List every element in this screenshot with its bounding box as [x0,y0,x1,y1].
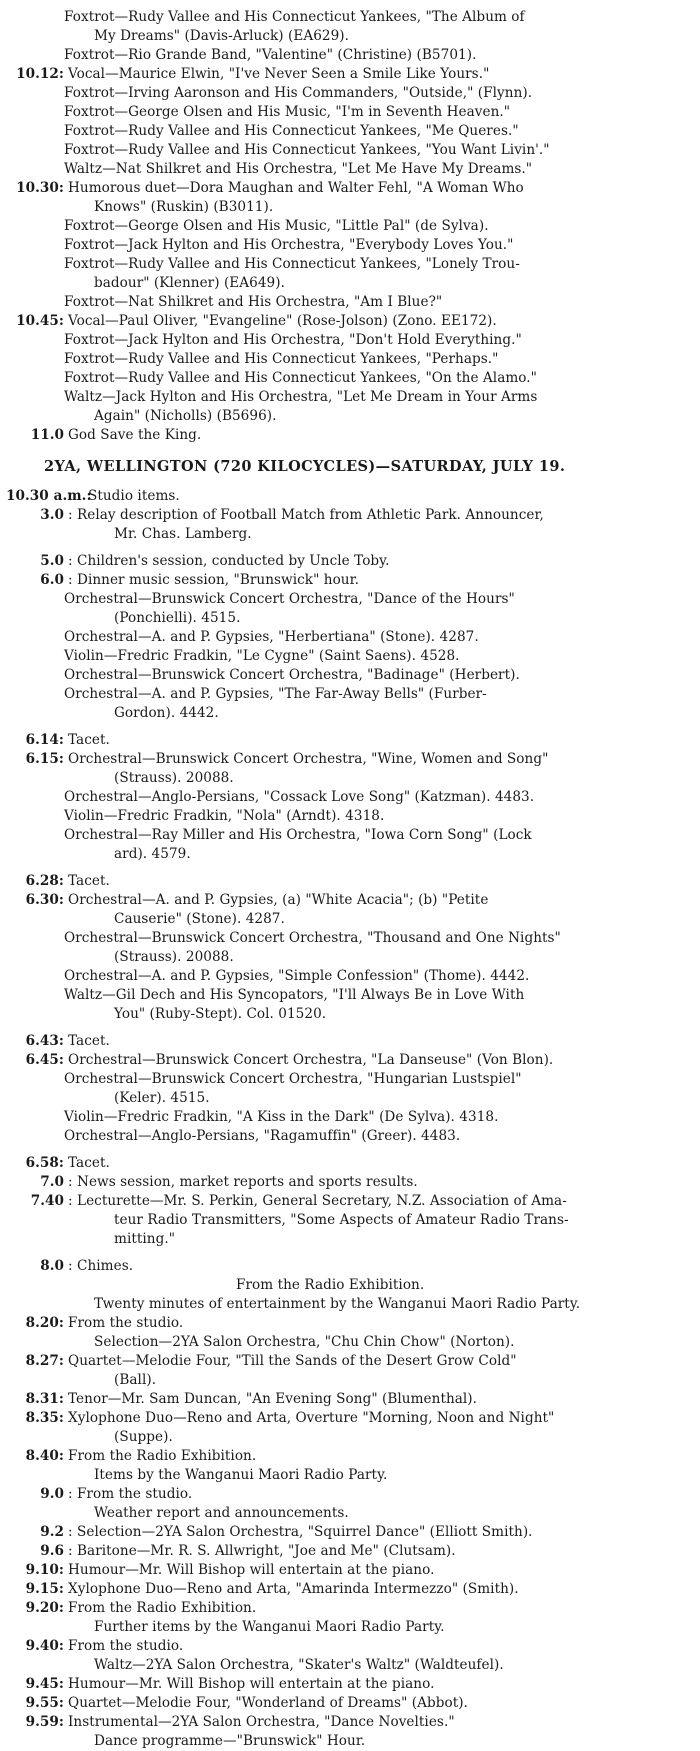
entry-time: 10.12: [16,66,64,82]
programme-line: Waltz—2YA Salon Orchestra, "Skater's Waltz" (Waldteufel). [94,1657,504,1673]
entry-time: 9.6 [40,1543,64,1559]
entry-text: Orchestral—Brunswick Concert Orchestra, "Wine, Women and Song" [68,751,549,767]
programme-entry-6-58 [6,1154,682,1173]
programme-entry-8-35 [6,1409,682,1428]
programme-line: Orchestral—Anglo-Persians, "Ragamuffin" (Greer). 4483. [64,1128,461,1144]
programme-line: Foxtrot—Jack Hylton and His Orchestra, "Don't Hold Everything." [64,332,522,348]
programme-line: Selection—2YA Salon Orchestra, "Chu Chin Chow" (Norton). [94,1334,515,1350]
entry-text: Vocal—Maurice Elwin, "I've Never Seen a Smile Like Yours." [68,66,490,82]
programme-line: Twenty minutes of entertainment by the Wanganui Maori Radio Party. [94,1296,581,1312]
programme-entry-9-20 [6,1599,682,1618]
entry-time: 8.35: [25,1410,64,1426]
entry-text: From the Radio Exhibition. [68,1600,257,1616]
programme-entry-6-14 [6,731,682,750]
programme-line: Foxtrot—Jack Hylton and His Orchestra, "Everybody Loves You." [64,237,514,253]
programme-line: Items by the Wanganui Maori Radio Party. [94,1467,388,1483]
entry-time: 6.28: [25,873,64,889]
entry-text: God Save the King. [68,427,202,443]
programme-line: ard). 4579. [114,846,191,862]
programme-line: Waltz—Jack Hylton and His Orchestra, "Let Me Dream in Your Arms [64,389,538,405]
entry-time: 9.20: [25,1600,64,1616]
programme-line: Foxtrot—Rudy Vallee and His Connecticut Yankees, "On the Alamo." [64,370,537,386]
entry-time: 9.2 [40,1524,64,1540]
programme-line: From the Radio Exhibition. [236,1277,425,1293]
programme-entry-6-28 [6,872,682,891]
programme-line: Orchestral—A. and P. Gypsies, "Herbertiana" (Stone). 4287. [64,629,479,645]
entry-text: : Baritone—Mr. R. S. Allwright, "Joe and Me" (Clutsam). [68,1543,456,1559]
programme-line: Knows" (Ruskin) (B3011). [94,199,274,215]
programme-line: Orchestral—Anglo-Persians, "Cossack Love Song" (Katzman). 4483. [64,789,535,805]
entry-text: Orchestral—Brunswick Concert Orchestra, "La Danseuse" (Von Blon). [68,1052,554,1068]
programme-line: Orchestral—Ray Miller and His Orchestra, "Iowa Corn Song" (Lock [64,827,532,843]
programme-entry-3-0 [6,506,682,525]
programme-line: (Strauss). 20088. [114,949,234,965]
entry-time: 9.55: [25,1695,64,1711]
entry-text: : Relay description of Football Match from Athletic Park. Announcer, [68,507,544,523]
programme-line: Further items by the Wanganui Maori Radio Party. [94,1619,445,1635]
programme-line: (Strauss). 20088. [114,770,234,786]
entry-time: 10.30: [16,180,64,196]
programme-line: Gordon). 4442. [114,705,219,721]
entry-text: : News session, market reports and sports results. [68,1174,418,1190]
entry-text: Tacet. [68,873,110,889]
programme-entry-6-30 [6,891,682,910]
programme-line: Waltz—Nat Shilkret and His Orchestra, "Let Me Have My Dreams." [64,161,533,177]
programme-entry-5-0 [6,552,682,571]
programme-line: Waltz—Gil Dech and His Syncopators, "I'll Always Be in Love With [64,987,525,1003]
programme-line: Violin—Fredric Fradkin, "Nola" (Arndt). 4318. [64,808,385,824]
entry-text: : Selection—2YA Salon Orchestra, "Squirrel Dance" (Elliott Smith). [68,1524,533,1540]
programme-entry-9-6 [6,1542,682,1561]
entry-text: From the Radio Exhibition. [68,1448,257,1464]
programme-entry-9-45 [6,1675,682,1694]
entry-time: 7.40 [30,1193,64,1209]
entry-time: 9.10: [25,1562,64,1578]
programme-entry-9-10 [6,1561,682,1580]
entry-text: Xylophone Duo—Reno and Arta, "Amarinda Intermezzo" (Smith). [68,1581,519,1597]
programme-line: (Suppe). [114,1429,173,1445]
programme-line: Orchestral—Brunswick Concert Orchestra, "Hungarian Lustspiel" [64,1071,522,1087]
station-heading: 2YA, WELLINGTON (720 KILOCYCLES)—SATURDAY, JULY 19. [44,458,566,475]
entry-time: 11.0 [30,427,64,443]
entry-text: Tenor—Mr. Sam Duncan, "An Evening Song" (Blumenthal). [68,1391,478,1407]
programme-line: Orchestral—Brunswick Concert Orchestra, "Badinage" (Herbert). [64,667,520,683]
programme-line: Foxtrot—Irving Aaronson and His Commanders, "Outside," (Flynn). [64,85,533,101]
programme-line: Foxtrot—Nat Shilkret and His Orchestra, "Am I Blue?" [64,294,443,310]
entry-text: : Chimes. [68,1258,134,1274]
programme-line: (Ponchielli). 4515. [114,610,241,626]
programme-line: Causerie" (Stone). 4287. [114,911,285,927]
entry-time: 9.40: [25,1638,64,1654]
entry-text: : Lecturette—Mr. S. Perkin, General Secretary, N.Z. Association of Ama- [68,1193,567,1209]
entry-time: 9.15: [25,1581,64,1597]
programme-line: Foxtrot—George Olsen and His Music, "I'm in Seventh Heaven." [64,104,511,120]
entry-time: 6.45: [25,1052,64,1068]
programme-line: Again" (Nicholls) (B5696). [94,408,277,424]
programme-line: (Ball). [114,1372,157,1388]
entry-time: 10.45: [16,313,64,329]
entry-text: : From the studio. [68,1486,193,1502]
programme-entry-10-30 [6,179,682,198]
entry-text: Humorous duet—Dora Maughan and Walter Fehl, "A Woman Who [68,180,524,196]
entry-time: 8.27: [25,1353,64,1369]
programme-line: teur Radio Transmitters, "Some Aspects of Amateur Radio Trans- [114,1212,569,1228]
programme-line: Foxtrot—Rudy Vallee and His Connecticut Yankees, "You Want Livin'." [64,142,550,158]
programme-entry-9-2 [6,1523,682,1542]
entry-text: Humour—Mr. Will Bishop will entertain at the piano. [68,1676,435,1692]
entry-text: Instrumental—2YA Salon Orchestra, "Dance Novelties." [68,1714,455,1730]
programme-entry-10-12 [6,65,682,84]
entry-time: 6.14: [25,732,64,748]
entry-text: Humour—Mr. Will Bishop will entertain at the piano. [68,1562,435,1578]
programme-line: Foxtrot—George Olsen and His Music, "Little Pal" (de Sylva). [64,218,489,234]
programme-entry-8-27 [6,1352,682,1371]
programme-entry-8-20 [6,1314,682,1333]
entry-time: 8.20: [25,1315,64,1331]
programme-line: (Keler). 4515. [114,1090,210,1106]
programme-entry-7-40 [6,1192,682,1211]
programme-entry-9-59 [6,1713,682,1732]
programme-entry-7-0 [6,1173,682,1192]
entry-text: Vocal—Paul Oliver, "Evangeline" (Rose-Jolson) (Zono. EE172). [68,313,497,329]
entry-text: Tacet. [68,732,110,748]
entry-text: : Children's session, conducted by Uncle Toby. [68,553,390,569]
programme-line: Orchestral—Brunswick Concert Orchestra, "Dance of the Hours" [64,591,515,607]
programme-line: Foxtrot—Rudy Vallee and His Connecticut Yankees, "The Album of [64,9,525,25]
programme-line: Foxtrot—Rudy Vallee and His Connecticut Yankees, "Me Queres." [64,123,519,139]
programme-line: Orchestral—A. and P. Gypsies, "Simple Confession" (Thome). 4442. [64,968,530,984]
programme-line: Violin—Fredric Fradkin, "A Kiss in the Dark" (De Sylva). 4318. [64,1109,499,1125]
entry-text: Studio items. [88,488,180,504]
entry-time: 7.0 [40,1174,64,1190]
programme-entry-9-15 [6,1580,682,1599]
programme-entry-10-30-am [6,487,682,506]
entry-text: Quartet—Melodie Four, "Wonderland of Dreams" (Abbot). [68,1695,468,1711]
entry-time: 6.58: [25,1155,64,1171]
entry-time: 6.0 [40,572,64,588]
programme-entry-6-45 [6,1051,682,1070]
entry-time: 6.30: [25,892,64,908]
entry-time: 10.30 a.m.: [6,488,92,504]
programme-line: badour" (Klenner) (EA649). [94,275,285,291]
entry-text: Tacet. [68,1033,110,1049]
programme-line: Weather report and announcements. [94,1505,349,1521]
programme-entry-6-43 [6,1032,682,1051]
programme-entry-11-0 [6,426,682,445]
programme-entry-9-55 [6,1694,682,1713]
programme-line: Foxtrot—Rudy Vallee and His Connecticut Yankees, "Lonely Trou- [64,256,520,272]
entry-text: : Dinner music session, "Brunswick" hour. [68,572,360,588]
programme-entry-6-15 [6,750,682,769]
programme-line: Mr. Chas. Lamberg. [114,526,252,542]
programme-entry-8-40 [6,1447,682,1466]
entry-text: Orchestral—A. and P. Gypsies, (a) "White Acacia"; (b) "Petite [68,892,489,908]
programme-entry-10-45 [6,312,682,331]
programme-line: Foxtrot—Rudy Vallee and His Connecticut Yankees, "Perhaps." [64,351,499,367]
programme-entry-9-40 [6,1637,682,1656]
programme-line: Violin—Fredric Fradkin, "Le Cygne" (Saint Saens). 4528. [64,648,460,664]
entry-time: 9.45: [25,1676,64,1692]
programme-entry-8-0 [6,1257,682,1276]
entry-text: From the studio. [68,1638,184,1654]
entry-time: 3.0 [40,507,64,523]
entry-time: 8.31: [25,1391,64,1407]
entry-time: 9.59: [25,1714,64,1730]
programme-entry-9-0 [6,1485,682,1504]
programme-entry-8-31 [6,1390,682,1409]
entry-text: Tacet. [68,1155,110,1171]
entry-text: Quartet—Melodie Four, "Till the Sands of the Desert Grow Cold" [68,1353,517,1369]
programme-line: My Dreams" (Davis-Arluck) (EA629). [94,28,350,44]
programme-line: Dance programme—"Brunswick" Hour. [94,1733,366,1749]
entry-time: 6.43: [25,1033,64,1049]
entry-time: 5.0 [40,553,64,569]
entry-time: 9.0 [40,1486,64,1502]
entry-time: 6.15: [25,751,64,767]
entry-time: 8.40: [25,1448,64,1464]
entry-text: From the studio. [68,1315,184,1331]
programme-entry-6-0 [6,571,682,590]
programme-line: Orchestral—Brunswick Concert Orchestra, "Thousand and One Nights" [64,930,561,946]
programme-line: Foxtrot—Rio Grande Band, "Valentine" (Christine) (B5701). [64,47,477,63]
programme-line: Orchestral—A. and P. Gypsies, "The Far-Away Bells" (Furber- [64,686,487,702]
programme-line: You" (Ruby-Stept). Col. 01520. [114,1006,327,1022]
entry-time: 8.0 [40,1258,64,1274]
entry-text: Xylophone Duo—Reno and Arta, Overture "Morning, Noon and Night" [68,1410,555,1426]
programme-line: mitting." [114,1231,175,1247]
